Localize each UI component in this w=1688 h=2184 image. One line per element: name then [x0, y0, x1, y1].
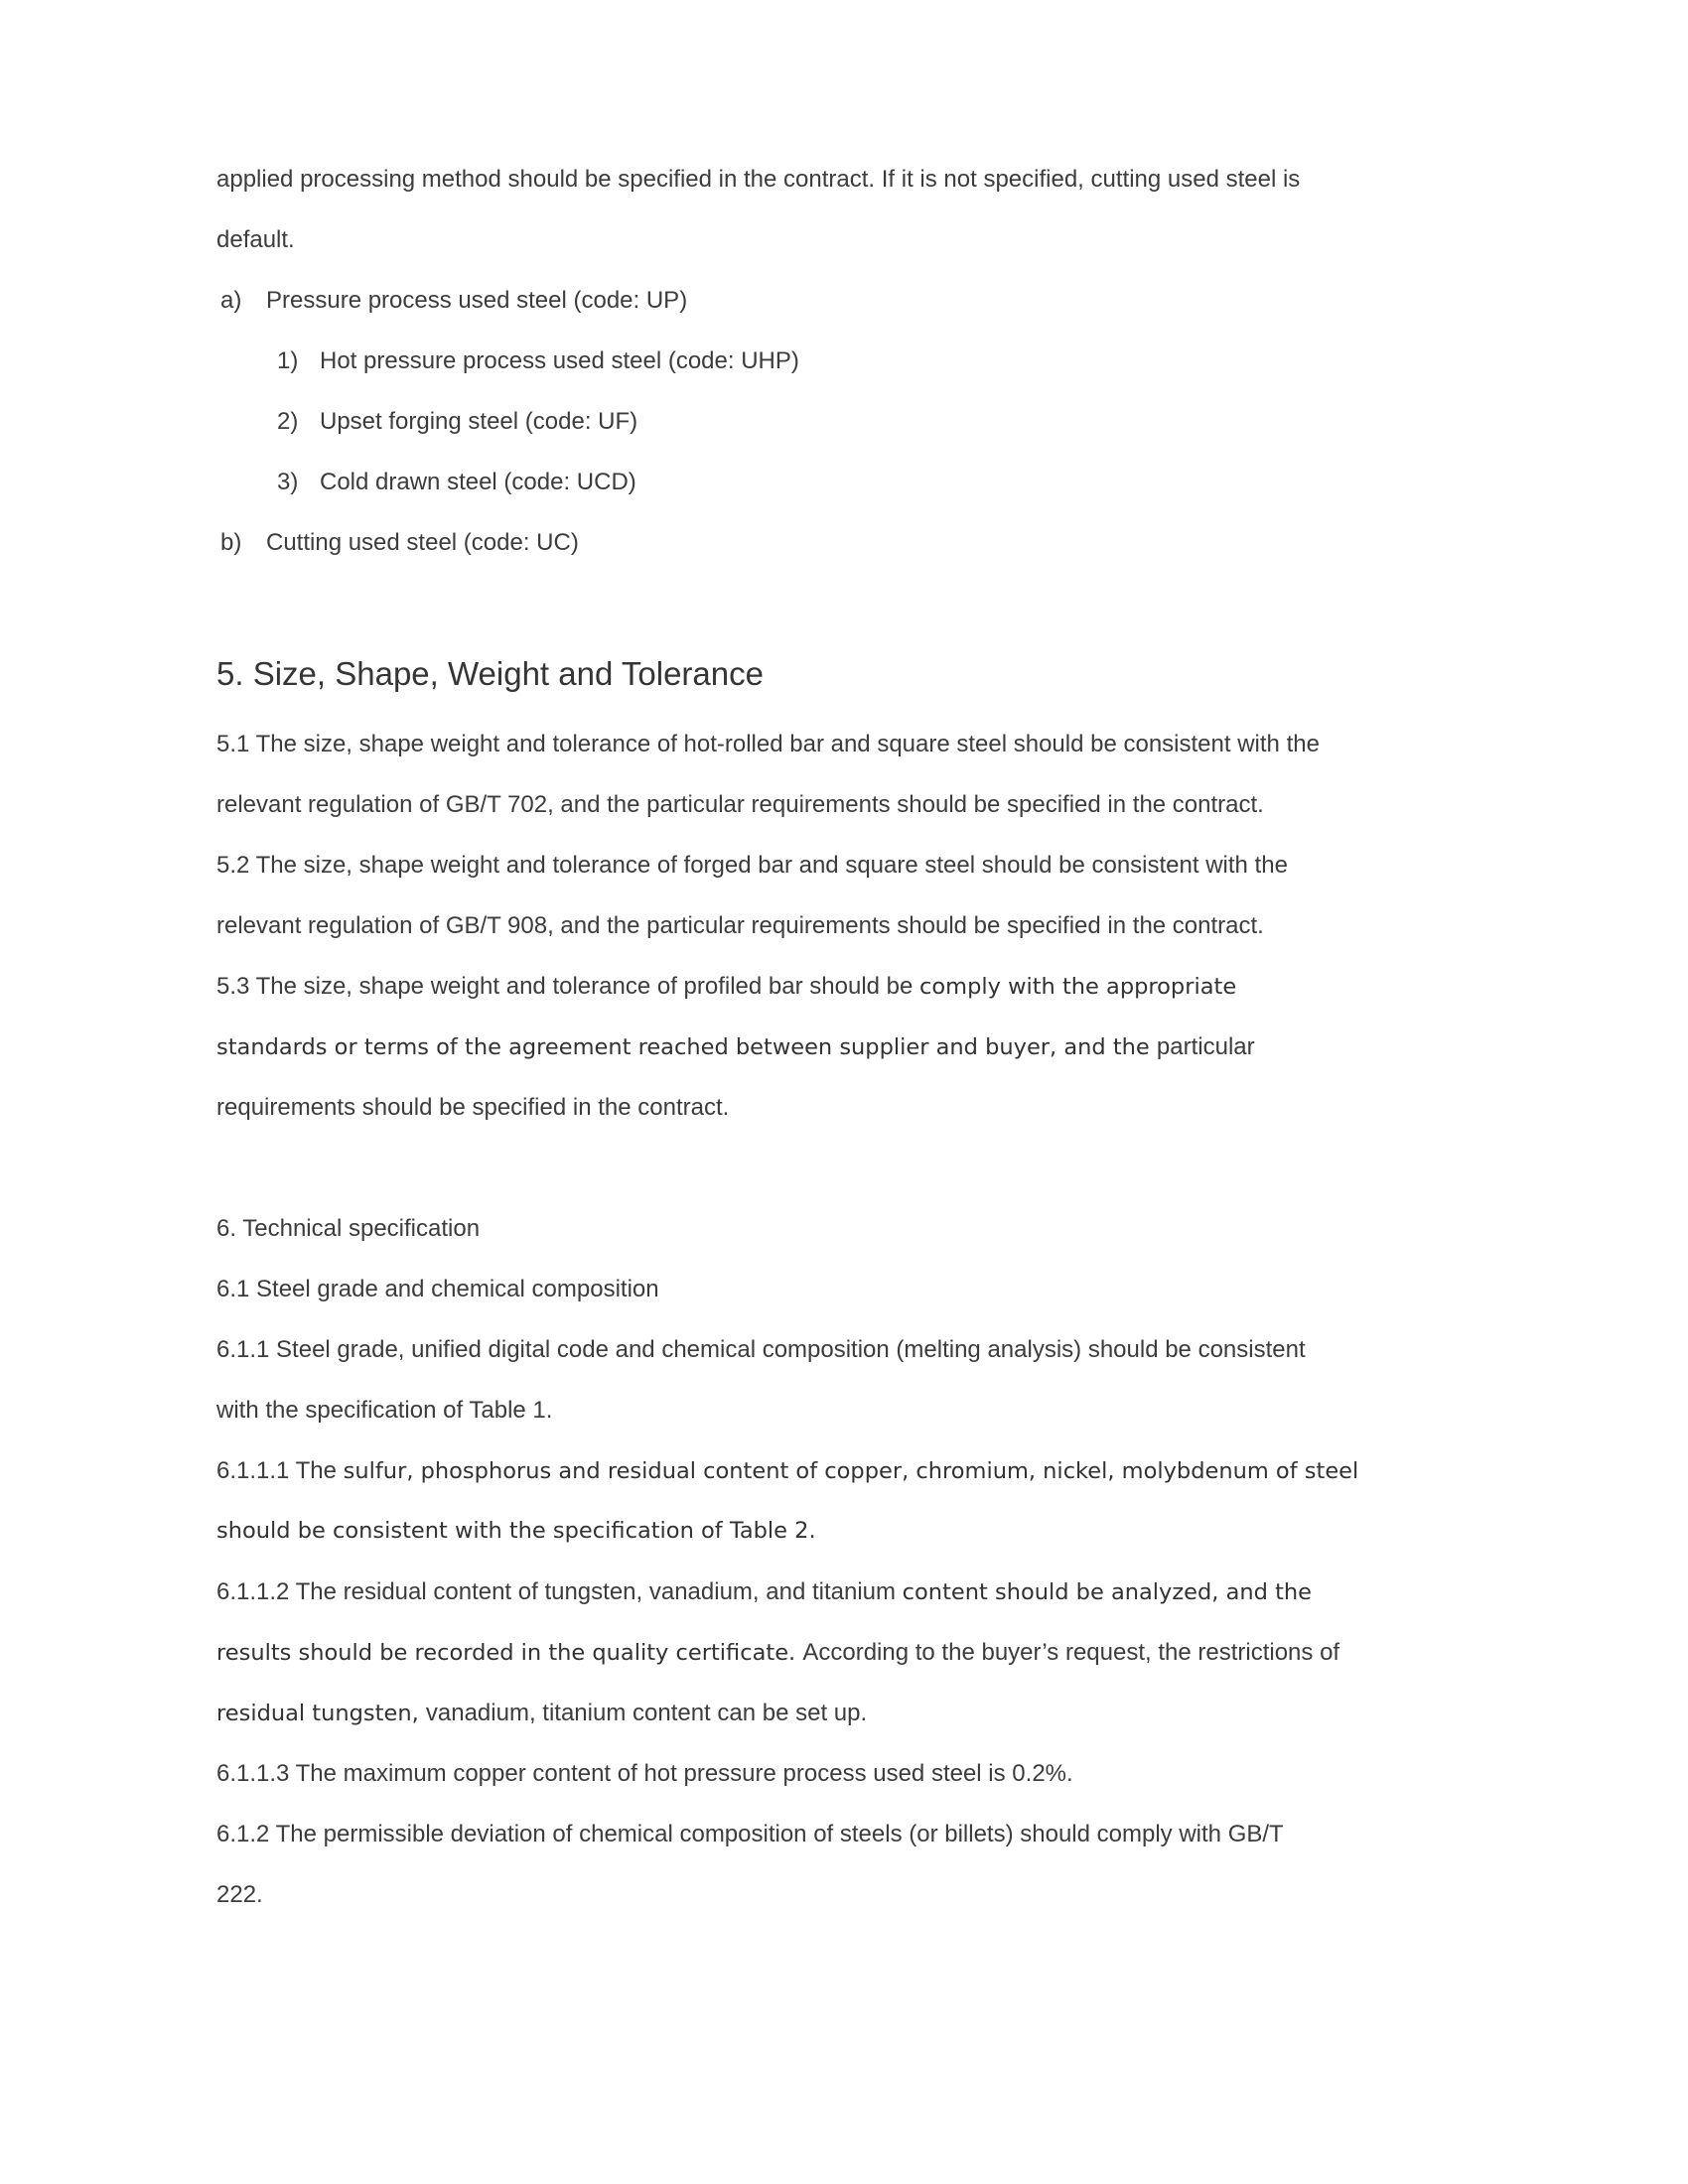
para-6-1-1-3: 6.1.1.3 The maximum copper content of hot pressure process used steel is 0.2%.: [216, 1760, 1073, 1787]
para-5-1-line-1: 5.1 The size, shape weight and tolerance of hot-rolled bar and square steel should be consistent with the: [216, 731, 1320, 757]
para-6-1-1-line-2: with the specification of Table 1.: [216, 1397, 553, 1424]
list-item-b-text: Cutting used steel (code: UC): [266, 529, 579, 556]
list-item-a3-text: Cold drawn steel (code: UCD): [320, 469, 636, 495]
para-5-2-line-2: relevant regulation of GB/T 908, and the particular requirements should be specified in the contract.: [216, 912, 1264, 939]
para-6-1-1-1-line-1-seg-1: 6.1.1.1 The: [216, 1457, 344, 1484]
list-marker-a: a): [220, 287, 242, 314]
para-5-3-line-1-seg-1: 5.3 The size, shape weight and tolerance of profiled bar should be: [216, 973, 920, 1000]
para-6-1-1-2-line-3: [216, 1683, 1569, 1743]
para-6-1-1-1-line-1-seg-2: sulfur, phosphorus and residual content of copper, chromium, nickel, molybdenum of steel: [343, 1458, 1359, 1484]
list-item-a-text: Pressure process used steel (code: UP): [266, 287, 688, 314]
list-marker-a3: 3): [277, 469, 299, 495]
section-6-heading: 6. Technical specification: [216, 1215, 481, 1242]
para-6-1-1-2-line-2: [216, 1622, 1569, 1683]
para-6-1-1-2-line-2-seg-2: According to the buyer’s request, the restrictions of: [802, 1639, 1340, 1666]
para-6-1-1-1-line-2: should be consistent with the specification of Table 2.: [216, 1518, 816, 1544]
para-5-3-line-3: requirements should be specified in the contract.: [216, 1094, 730, 1121]
para-5-2-line-1: 5.2 The size, shape weight and tolerance of forged bar and square steel should be consistent with the: [216, 852, 1288, 879]
para-5-3-line-2-seg-2: particular: [1156, 1033, 1255, 1060]
para-6-1-2-line-2: 222.: [216, 1881, 263, 1908]
para-5-3-line-2-seg-1: standards or terms of the agreement reached between supplier and buyer, and the: [216, 1034, 1157, 1060]
list-item-a1: [216, 331, 1569, 391]
intro-paragraph-line-1: applied processing method should be specified in the contract. If it is not specified, cutting used steel is: [216, 166, 1301, 193]
para-6-1-1-2-line-1: [216, 1562, 1569, 1622]
list-item-b: [216, 512, 1569, 573]
list-marker-b: b): [220, 529, 242, 556]
para-6-1-1-2-line-2-seg-1: results should be recorded in the quality certificate.: [216, 1640, 803, 1666]
para-6-1-1-2-line-3-seg-2: vanadium, titanium content can be set up.: [425, 1700, 868, 1726]
para-6-1-1-1-line-1: [216, 1440, 1569, 1501]
para-6-1-1-2-line-1-seg-2: content should be analyzed, and the: [902, 1579, 1312, 1605]
para-5-3-line-1: [216, 956, 1569, 1017]
para-5-3-line-1-seg-2: comply with the appropriate: [919, 974, 1237, 1000]
document-body: [216, 149, 1569, 1925]
list-item-a: [216, 270, 1569, 331]
para-5-3-line-2: [216, 1017, 1569, 1077]
section-5-heading: 5. Size, Shape, Weight and Tolerance: [216, 655, 764, 692]
list-item-a2: [216, 391, 1569, 452]
list-item-a3: [216, 452, 1569, 512]
list-item-a1-text: Hot pressure process used steel (code: UHP): [320, 347, 799, 374]
list-marker-a2: 2): [277, 408, 299, 435]
para-6-1-1-line-1: 6.1.1 Steel grade, unified digital code and chemical composition (melting analysis) should be consistent: [216, 1336, 1306, 1363]
para-6-1-1-2-line-1-seg-1: 6.1.1.2 The residual content of tungsten, vanadium, and titanium: [216, 1578, 903, 1605]
para-5-1-line-2: relevant regulation of GB/T 702, and the particular requirements should be specified in the contract.: [216, 791, 1264, 818]
para-6-1-2-line-1: 6.1.2 The permissible deviation of chemical composition of steels (or billets) should comply with GB/T: [216, 1821, 1284, 1847]
list-marker-a1: 1): [277, 347, 299, 374]
para-6-1-1-2-line-3-seg-1: residual tungsten,: [216, 1701, 426, 1726]
list-item-a2-text: Upset forging steel (code: UF): [320, 408, 638, 435]
intro-paragraph-line-2: default.: [216, 226, 295, 253]
para-6-1: 6.1 Steel grade and chemical composition: [216, 1276, 659, 1302]
